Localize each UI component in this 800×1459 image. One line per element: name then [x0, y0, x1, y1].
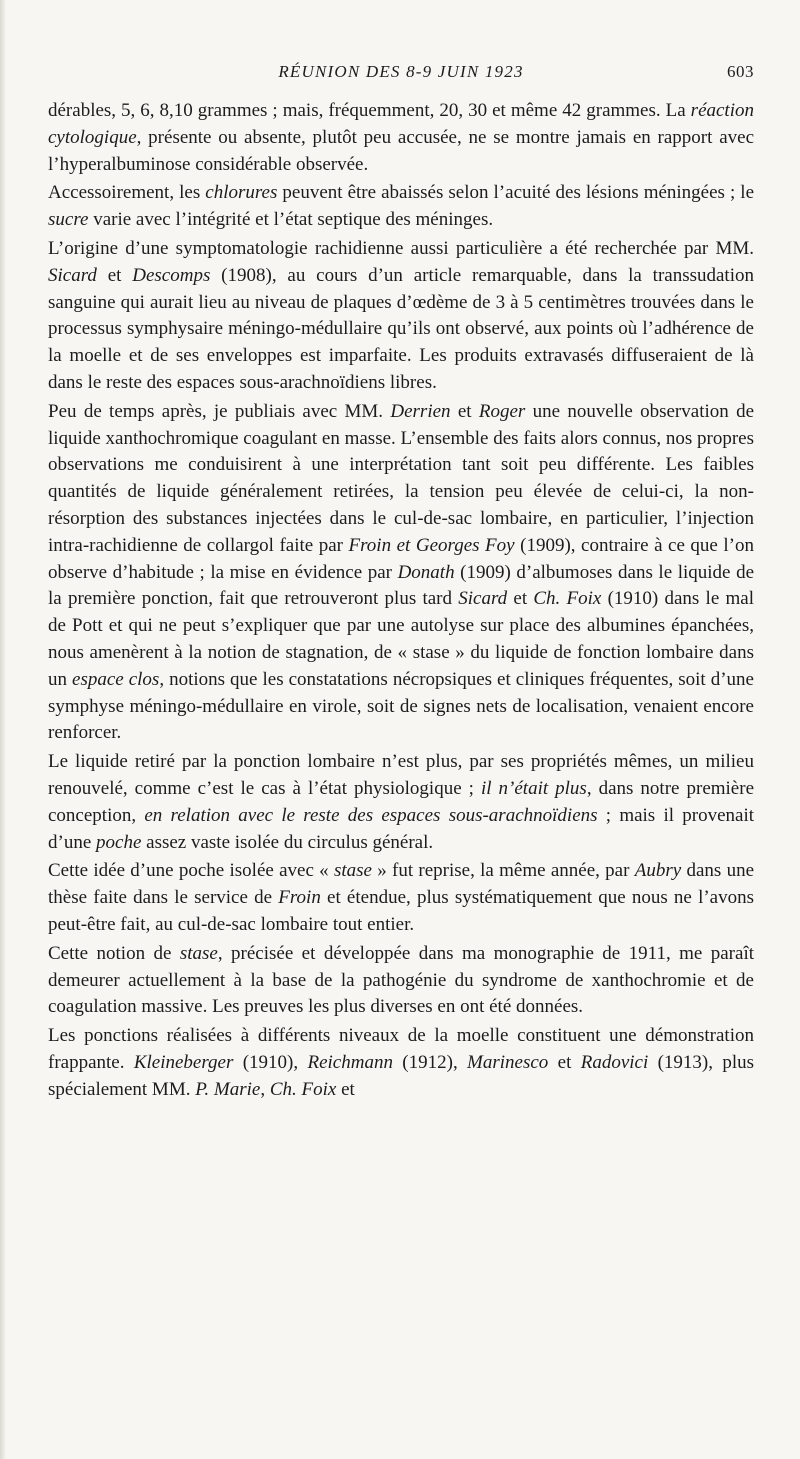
italic-run: espace clos — [72, 668, 160, 690]
text-run: (1912), — [392, 1051, 468, 1073]
paragraph — [48, 1023, 754, 1103]
italic-run: Sicard — [48, 264, 97, 286]
italic-run: Marinesco — [467, 1051, 549, 1073]
text-run: (1913), plus spécialement MM. — [48, 1051, 755, 1100]
italic-run: en relation avec le reste des espaces sous-arachnoïdiens — [144, 804, 598, 826]
running-title: RÉUNION DES 8-9 JUIN 1923 — [278, 62, 524, 81]
italic-run: réaction cytologique — [48, 100, 754, 148]
text-run: , présente ou absente, plutôt peu accusée, ne se montre jamais en rapport avec l’hyperalbuminose considérable observée. — [48, 126, 754, 175]
italic-run: Ch. Foix — [269, 1078, 337, 1100]
italic-run: stase — [179, 942, 218, 964]
text-run: varie avec l’intégrité et l’état septique des méninges. — [88, 209, 494, 231]
text-run: assez vaste isolée du circulus général. — [141, 831, 434, 853]
text-run: (1909), contraire à ce que l’on observe d’habitude ; la mise en évidence par — [48, 534, 754, 583]
text-run: Cette idée d’une poche isolée avec « — [48, 860, 334, 882]
paragraph — [48, 858, 754, 938]
italic-run: chlorures — [205, 182, 278, 204]
paragraph — [48, 941, 754, 1021]
paragraph — [48, 180, 754, 234]
text-run: une nouvelle observation de liquide xanthochromique coagulant en masse. L’ensemble des faits alors connus, nos propres observations me conduisirent à une interprétation tant soit peu différente. Les faibles quantités de liquide généralement retirées, la tension peu élevée de celui-ci, la non-résorption des substances injectées dans le cul-de-sac lombaire, en particulier, l’injection intra-rachidienne de collargol faite par — [48, 400, 754, 556]
italic-run: Radovici — [580, 1051, 649, 1073]
italic-run: P. Marie — [195, 1078, 261, 1100]
text-run: Cette notion de — [48, 942, 180, 964]
italic-run: Reichmann — [307, 1051, 393, 1073]
text-run: et — [548, 1051, 581, 1073]
text-run: dérables, 5, 6, 8,10 grammes ; mais, fréquemment, 20, 30 et même 42 grammes. La — [48, 100, 691, 121]
text-run: L’origine d’une symptomatologie rachidienne aussi particulière a été recherchée par MM. — [48, 237, 754, 259]
text-run: (1908), au cours d’un article remarquable, dans la transsudation sanguine qui aurait lieu au niveau de plaques d’œdème de 3 à 5 centimètres trouvées dans le processus symphysaire méningo-médullaire qu’ils ont observé, aux points où l’adhérence de la moelle et de ses enveloppes est imparfaite. Les produits extravasés diffuseraient de là dans le reste des espaces sous-arachnoïdiens libres. — [48, 264, 754, 393]
scan-edge-shadow — [0, 0, 6, 1459]
paragraph — [48, 399, 754, 747]
italic-run: il n’était plus — [480, 777, 587, 799]
running-header — [48, 62, 754, 88]
text-run: Peu de temps après, je publiais avec MM. — [48, 400, 391, 422]
text-run: ; mais il provenait d’une — [48, 804, 755, 853]
italic-run: Froin — [278, 887, 321, 909]
text-run: et — [507, 588, 534, 610]
italic-run: Descomps — [132, 264, 211, 286]
italic-run: Kleineberger — [133, 1051, 234, 1073]
text-run: (1909) d’albumoses dans le liquide de la première ponction, fait que retrouveront plus tard — [48, 561, 755, 610]
italic-run: Derrien — [390, 400, 451, 422]
page-number: 603 — [727, 62, 754, 81]
text-run: et — [96, 264, 133, 286]
italic-run: stase — [333, 860, 372, 882]
italic-run: poche — [96, 831, 142, 853]
italic-run: Donath — [397, 561, 455, 583]
text-run: et — [336, 1078, 355, 1100]
text-run: , dans notre première conception, — [48, 777, 754, 826]
text-run: dans une thèse faite dans le service de — [48, 860, 754, 909]
text-run: , — [260, 1078, 270, 1100]
italic-run: Sicard — [458, 588, 508, 610]
italic-run: Ch. Foix — [533, 588, 602, 610]
text-run: » fut reprise, la même année, par — [371, 860, 635, 882]
text-run: Les ponctions réalisées à différents niveaux de la moelle constituent une démonstration frappante. — [48, 1025, 754, 1073]
text-run: , précisée et développée dans ma monographie de 1911, me paraît demeurer actuellement à la base de la pathogénie du syndrome de xanthochromie et de coagulation massive. Les preuves les plus diverses en ont été données. — [48, 942, 755, 1018]
text-run: et étendue, plus systématiquement que nous ne l’avons peut-être fait, au cul-de-sac lombaire tout entier. — [48, 887, 754, 935]
text-run: et — [450, 400, 479, 422]
text-run: (1910), — [233, 1051, 308, 1073]
paragraph — [48, 749, 754, 856]
text-run: (1910) dans le mal de Pott et qui ne peut s’expliquer que par une autolyse sur place des albumines épanchées, nous amenèrent à la notion de stagnation, de « stase » du liquide de fonction lombaire dans un — [48, 588, 754, 690]
text-run: , notions que les constatations nécropsiques et cliniques fréquentes, soit d’une symphyse méningo-médullaire en virole, soit de signes nets de localisation, venaient encore renforcer. — [48, 668, 754, 744]
text-run: Accessoirement, les — [48, 182, 206, 204]
paragraph — [48, 236, 754, 397]
italic-run: Froin et Georges Foy — [348, 534, 515, 556]
paragraph — [48, 98, 754, 178]
italic-run: Aubry — [634, 860, 682, 882]
italic-run: Roger — [478, 400, 526, 422]
italic-run: sucre — [48, 209, 89, 231]
text-run: peuvent être abaissés selon l’acuité des lésions méningées ; le — [277, 182, 754, 204]
body-text — [48, 98, 754, 1103]
text-run: Le liquide retiré par la ponction lombaire n’est plus, par ses propriétés mêmes, un milieu renouvelé, comme c’est le cas à l’état physiologique ; — [48, 751, 754, 799]
